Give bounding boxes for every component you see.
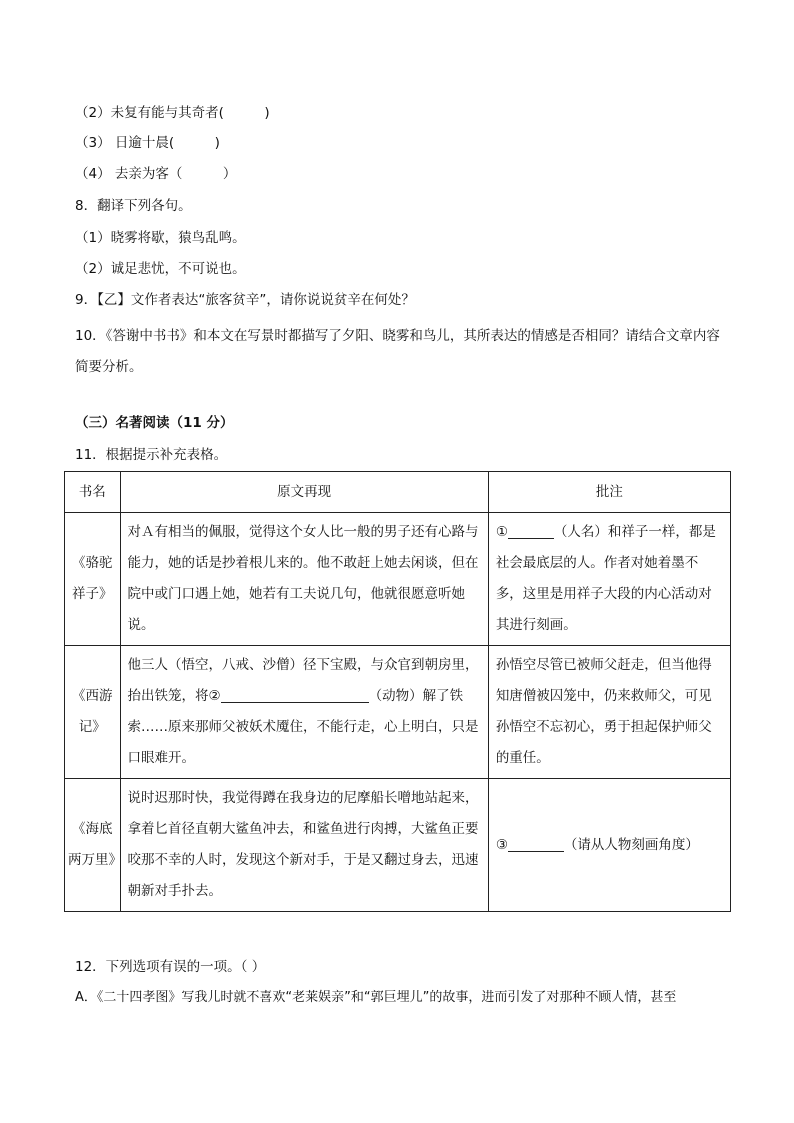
original-text-2-part-b: （动物）解了铁索……原来那师父被妖术魇住，不能行走，心上明白，只是口眼难开。 (127, 688, 479, 766)
q9-question: 9．【乙】文作者表达“旅客贫辛”，请你说说贫辛在何处？ (75, 292, 415, 308)
header-annotation: 批注 (488, 472, 730, 513)
answer-blank-3[interactable] (508, 835, 564, 852)
q12-option-a: A．《二十四孝图》写我儿时就不喜欢“老莱娱亲”和“郭巨埋儿”的故事，进而引发了对那种不顾人情，甚至 (75, 990, 677, 1005)
header-book: 书名 (65, 472, 121, 513)
q12-question: 12．下列选项有误的一项。（ ） (75, 959, 266, 975)
answer-blank-1[interactable] (508, 522, 554, 539)
annotation-1-marker: ① (495, 524, 508, 540)
q11-question: 11．根据提示补充表格。 (75, 447, 228, 463)
q7-item-4: （4） 去亲为客（ ） (75, 166, 237, 182)
annotation-3 (488, 779, 730, 912)
original-text-2-part-a: 他三人（悟空，八戒、沙僧）径下宝殿，与众官到朝房里，抬出铁笼，将② (127, 657, 479, 704)
book-journey-west: 《西游记》 (65, 646, 121, 779)
table-row (65, 646, 731, 779)
annotation-3-text: （请从人物刻画角度） (563, 836, 699, 853)
q11-table (64, 471, 731, 912)
q8-heading: 8．翻译下列各句。 (75, 198, 192, 214)
answer-blank-2[interactable] (221, 686, 369, 703)
table-header-row (65, 472, 731, 513)
original-text-3: 说时迟那时快，我觉得蹲在我身边的尼摩船长噌地站起来，拿着匕首径直朝大鲨鱼冲去，和鲨鱼进行肉搏，大鲨鱼正要咬那不幸的人时，发现这个新对手，于是又翻过身去，迅速朝新对手扑去。 (120, 779, 488, 912)
table-row (65, 779, 731, 912)
q7-item-3: （3） 日逾十晨( ) (75, 135, 220, 151)
section-3-heading: （三）名著阅读（11 分） (75, 415, 234, 431)
annotation-3-marker: ③ (495, 836, 508, 853)
q10-question: 10．《答谢中书书》和本文在写景时都描写了夕阳、晓雾和鸟儿，其所表达的情感是否相同？请结合文章内容简要分析。 (75, 328, 720, 375)
q8-item-2: （2）诚足悲忧，不可说也。 (75, 261, 246, 277)
annotation-1-text: （人名）和祥子一样，都是社会最底层的人。作者对她着墨不多，这里是用祥子大段的内心活动对其进行刻画。 (495, 524, 716, 633)
original-text-2 (120, 646, 488, 779)
book-twenty-thousand-leagues: 《海底两万里》 (65, 779, 121, 912)
original-text-1: 对Ａ有相当的佩服，觉得这个女人比一般的男子还有心路与能力，她的话是抄着根儿来的。他不敢赶上她去闲谈，但在院中或门口遇上她，她若有工夫说几句，他就很愿意听她说。 (120, 513, 488, 646)
q7-item-2: （2）未复有能与其奇者( ) (75, 105, 270, 121)
book-camel-xiangzi: 《骆驼祥子》 (65, 513, 121, 646)
q8-item-1: （1）晓雾将歇，猿鸟乱鸣。 (75, 230, 246, 246)
table-row (65, 513, 731, 646)
annotation-2: 孙悟空尽管已被师父赶走，但当他得知唐僧被囚笼中，仍来救师父，可见孙悟空不忘初心，勇于担起保护师父的重任。 (488, 646, 730, 779)
header-original-text: 原文再现 (120, 472, 488, 513)
annotation-1 (488, 513, 730, 646)
